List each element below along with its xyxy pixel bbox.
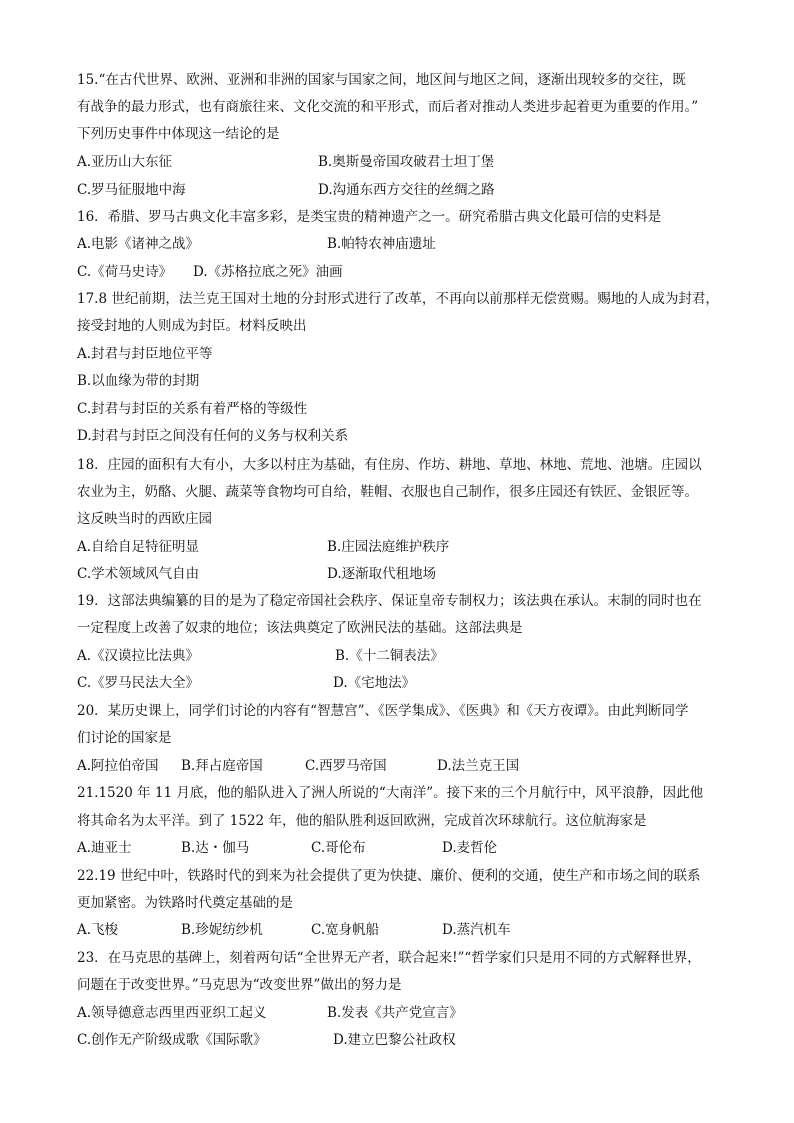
- question-19-stem-line-2: 一定程度上改善了奴隶的地位；该法典奠定了欧洲民法的基础。这部法典是: [77, 620, 523, 636]
- question-15-stem-line-3: 下列历史事件中体现这一结论的是: [77, 126, 280, 142]
- question-21-option-a: A.迪亚士: [77, 840, 132, 856]
- question-18-option-d: D.逐渐取代租地场: [327, 566, 437, 582]
- question-23-option-d: D.建立巴黎公社政权: [333, 1032, 456, 1048]
- question-16-option-a: A.电影《诸神之战》: [77, 236, 200, 252]
- question-16-stem-line-1: 16．希腊、罗马古典文化丰富多彩，是类宝贵的精神遗产之一。研究希腊古典文化最可信的史料是: [77, 209, 662, 225]
- question-22-option-d: D.蒸汽机车: [442, 922, 511, 938]
- question-15-stem-line-1: 15.“在古代世界、欧洲、亚洲和非洲的国家与国家之间，地区间与地区之间，逐渐出现较多的交往，既: [77, 72, 686, 88]
- question-17-option-c: C.封君与封臣的关系有着严格的等级性: [77, 401, 308, 417]
- question-17-option-b: B.以血缘为带的封期: [77, 373, 200, 389]
- question-19-option-b: B.《十二铜表法》: [335, 648, 444, 664]
- question-23-option-c: C.创作无产阶级成歌《国际歌》: [77, 1032, 267, 1048]
- question-23-stem-line-2: 问题在于改变世界。”马克思为“改变世界”做出的努力是: [77, 977, 402, 993]
- question-21-stem-line-2: 将其命名为太平洋。到了 1522 年，他的船队胜利返回欧洲，完成首次环球航行。这位航海家是: [77, 813, 647, 829]
- question-20-option-a: A.阿拉伯帝国: [77, 758, 159, 774]
- question-20-option-c: C.西罗马帝国: [305, 758, 387, 774]
- question-16-option-d: D.《苏格拉底之死》油画: [193, 264, 343, 280]
- question-22-option-a: A.飞梭: [77, 922, 119, 938]
- question-15-option-a: A.亚历山大东征: [77, 154, 173, 170]
- question-17-option-d: D.封君与封臣之间没有任何的义务与权利关系: [77, 428, 349, 444]
- question-15-option-b: B.奥斯曼帝国攻破君士坦丁堡: [318, 154, 495, 170]
- question-17-stem-line-2: 接受封地的人则成为封臣。材料反映出: [77, 318, 307, 334]
- question-20-stem-line-1: 20．某历史课上，同学们讨论的内容有“智慧宫”、《医学集成》、《医典》和《天方夜谭》。由此判断同学: [77, 703, 689, 719]
- question-16-option-b: B.帕特农神庙遗址: [327, 236, 436, 252]
- question-22-stem-line-1: 22.19 世纪中叶，铁路时代的到来为社会提供了更为快捷、廉价、便利的交通，使生产和市场之间的联系: [77, 868, 701, 884]
- question-23-option-b: B.发表《共产党宣言》: [327, 1005, 463, 1021]
- question-15-option-c: C.罗马征服地中海: [77, 182, 186, 198]
- question-23-option-a: A.领导德意志西里西亚织工起义: [77, 1005, 267, 1021]
- question-19-option-d: D.《宅地法》: [333, 675, 416, 691]
- question-19-option-a: A.《汉谟拉比法典》: [77, 648, 200, 664]
- question-18-option-b: B.庄园法庭维护秩序: [327, 539, 450, 555]
- question-21-option-d: D.麦哲伦: [442, 840, 498, 856]
- question-16-option-c: C.《荷马史诗》: [77, 264, 173, 280]
- question-22-option-c: C.宽身帆船: [311, 922, 380, 938]
- question-20-option-d: D.法兰克王国: [437, 758, 520, 774]
- question-19-option-c: C.《罗马民法大全》: [77, 675, 200, 691]
- question-18-option-c: C.学术领域风气自由: [77, 566, 200, 582]
- question-21-stem-line-1: 21.1520 年 11 月底，他的船队进入了洲人所说的“大南洋”。接下来的三个月航行中，风平浪静，因此他: [77, 785, 704, 801]
- question-18-option-a: A.自给自足特征明显: [77, 539, 200, 555]
- question-23-stem-line-1: 23．在马克思的基碑上，刻着两句话“全世界无产者，联合起来!”“哲学家们只是用不同的方式解释世界，: [77, 950, 701, 966]
- question-18-stem-line-1: 18．庄园的面积有大有小，大多以村庄为基础，有住房、作坊、耕地、草地、林地、荒地、池塘。庄园以: [77, 457, 702, 473]
- question-17-option-a: A.封君与封臣地位平等: [77, 346, 213, 362]
- question-22-option-b: B.珍妮纺纱机: [181, 922, 263, 938]
- question-21-option-b: B.达・伽马: [181, 840, 250, 856]
- question-18-stem-line-2: 农业为主，奶酪、火腿、蔬菜等食物均可自给，鞋帽、衣服也自己制作，很多庄园还有铁匠、金银匠等。: [77, 484, 698, 500]
- question-15-option-d: D.沟通东西方交往的丝绸之路: [318, 182, 495, 198]
- question-22-stem-line-2: 更加紧密。为铁路时代奠定基础的是: [77, 895, 293, 911]
- question-20-stem-line-2: 们讨论的国家是: [77, 730, 172, 746]
- question-18-stem-line-3: 这反映当时的西欧庄园: [77, 511, 212, 527]
- question-19-stem-line-1: 19．这部法典编纂的目的是为了稳定帝国社会秩序、保证皇帝专制权力；该法典在承认。末制的同时也在: [77, 593, 702, 609]
- question-21-option-c: C.哥伦布: [311, 840, 366, 856]
- question-17-stem-line-1: 17.8 世纪前期，法兰克王国对土地的分封形式进行了改革，不再向以前那样无偿赏赐。赐地的人成为封君，: [77, 291, 719, 307]
- question-20-option-b: B.拜占庭帝国: [181, 758, 263, 774]
- question-15-stem-line-2: 有战争的最力形式，也有商旅往来、文化交流的和平形式，而后者对推动人类进步起着更为重要的作用。”: [77, 99, 699, 115]
